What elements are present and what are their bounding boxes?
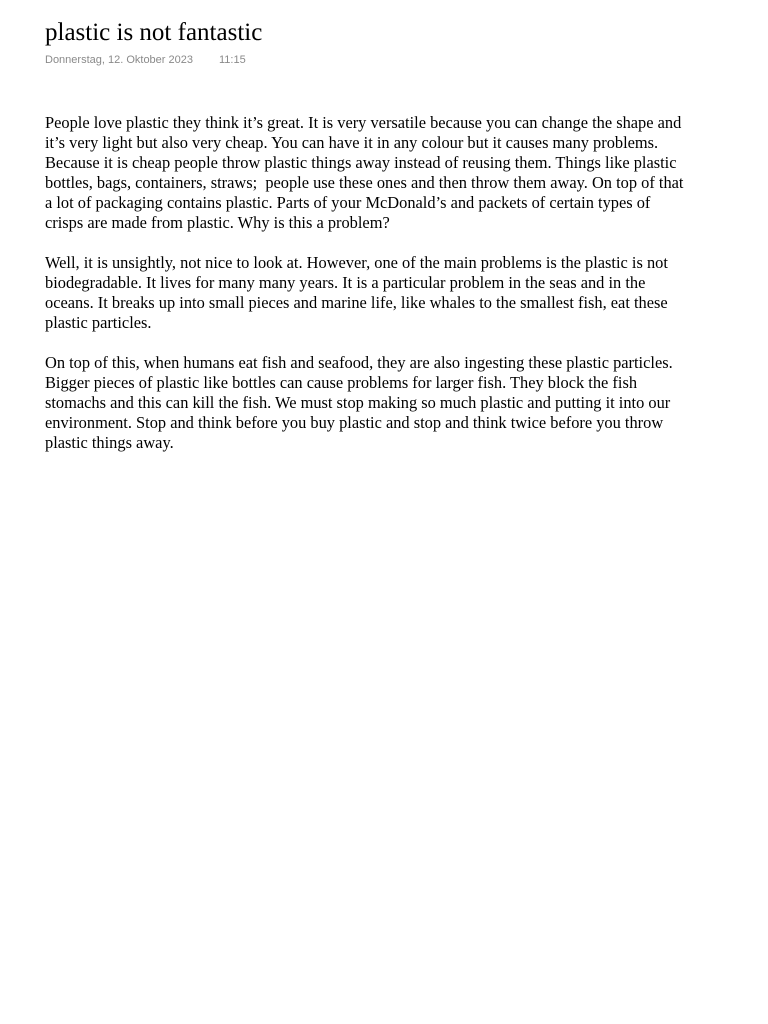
note-body[interactable] (45, 113, 688, 453)
paragraph-biodegradable: Well, it is unsightly, not nice to look at. However, one of the main problems is the plastic is not biodegradable. It lives for many many years. It is a particular problem in the seas and in the oceans. It breaks up into small pieces and marine life, like whales to the smallest fish, eat these plastic particles. (45, 253, 672, 332)
note-title[interactable]: plastic is not fantastic (45, 19, 263, 46)
paragraph-conclusion: On top of this, when humans eat fish and seafood, they are also ingesting these plastic particles. Bigger pieces of plastic like bottles can cause problems for larger fish. They block the fish stomachs and this can kill the fish. We must stop making so much plastic and putting it into our environment. Stop and think before you buy plastic and stop and think twice before you throw plastic things away. (45, 353, 677, 452)
note-time: 11:15 (218, 54, 246, 66)
note-date: Donnerstag, 12. Oktober 2023 (45, 54, 193, 66)
paragraph-intro: People love plastic they think it’s great. It is very versatile because you can change the shape and it’s very light but also very cheap. You can have it in any colour but it causes many problems. (45, 113, 686, 152)
paragraph-throwaway: Because it is cheap people throw plastic things away instead of reusing them. Things like plastic bottles, bags, containers, straws; people use these ones and then throw them away. On top of that a lot of packaging contains plastic. Parts of your McDonald’s and packets of certain types of crisps are made from plastic. Why is this a problem? (45, 153, 688, 232)
note-meta (45, 53, 685, 67)
note-page (45, 18, 688, 453)
